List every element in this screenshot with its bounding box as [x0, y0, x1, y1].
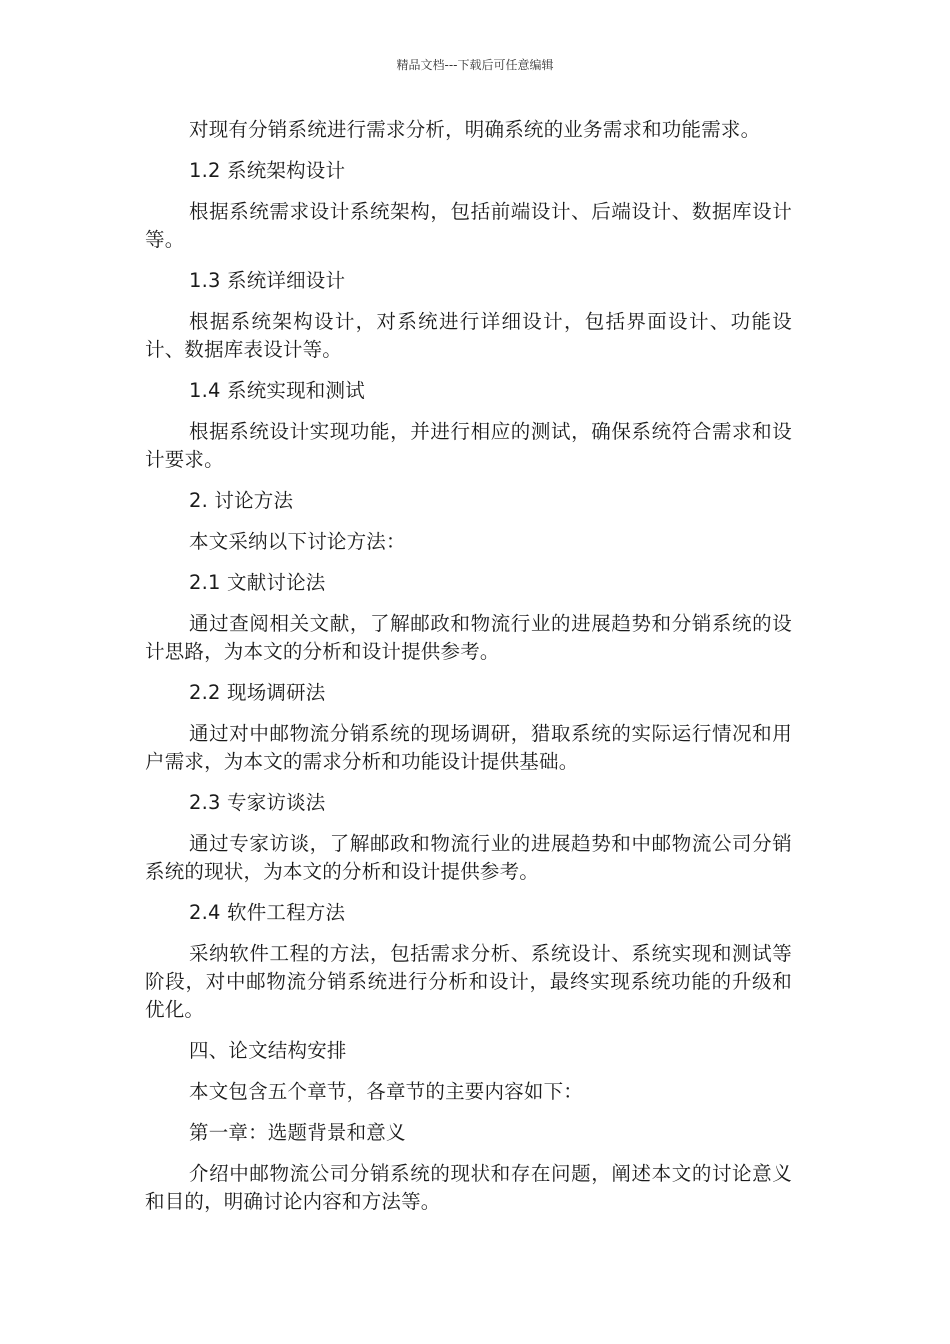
document-body — [145, 116, 792, 1229]
paragraph: 采纳软件工程的方法，包括需求分析、系统设计、系统实现和测试等阶段，对中邮物流分销系统进行分析和设计，最终实现系统功能的升级和优化。 — [145, 942, 792, 1021]
section-heading: 1.4 系统实现和测试 — [189, 379, 365, 402]
section-heading: 2.1 文献讨论法 — [189, 571, 326, 594]
section-heading: 2.4 软件工程方法 — [189, 901, 346, 924]
paragraph: 本文采纳以下讨论方法： — [189, 530, 406, 553]
paragraph: 通过对中邮物流分销系统的现场调研，猎取系统的实际运行情况和用户需求，为本文的需求分析和功能设计提供基础。 — [145, 722, 792, 773]
paragraph: 通过专家访谈，了解邮政和物流行业的进展趋势和中邮物流公司分销系统的现状，为本文的分析和设计提供参考。 — [145, 832, 792, 883]
paragraph: 根据系统架构设计，对系统进行详细设计，包括界面设计、功能设计、数据库表设计等。 — [145, 310, 792, 361]
section-heading: 四、论文结构安排 — [189, 1039, 347, 1062]
paragraph: 通过查阅相关文献，了解邮政和物流行业的进展趋势和分销系统的设计思路，为本文的分析和设计提供参考。 — [145, 612, 792, 663]
paragraph: 根据系统需求设计系统架构，包括前端设计、后端设计、数据库设计等。 — [145, 200, 792, 251]
section-heading: 1.2 系统架构设计 — [189, 159, 346, 182]
section-heading: 2.2 现场调研法 — [189, 681, 326, 704]
section-heading: 1.3 系统详细设计 — [189, 269, 346, 292]
page-header: 精品文档---下载后可任意编辑 — [396, 58, 554, 72]
section-heading: 2.3 专家访谈法 — [189, 791, 326, 814]
section-heading: 第一章：选题背景和意义 — [189, 1121, 406, 1144]
paragraph: 介绍中邮物流公司分销系统的现状和存在问题，阐述本文的讨论意义和目的，明确讨论内容和方法等。 — [145, 1162, 792, 1213]
section-heading: 2. 讨论方法 — [189, 489, 294, 512]
paragraph: 根据系统设计实现功能，并进行相应的测试，确保系统符合需求和设计要求。 — [145, 420, 792, 471]
paragraph: 对现有分销系统进行需求分析，明确系统的业务需求和功能需求。 — [189, 118, 761, 141]
paragraph: 本文包含五个章节，各章节的主要内容如下： — [189, 1080, 584, 1103]
